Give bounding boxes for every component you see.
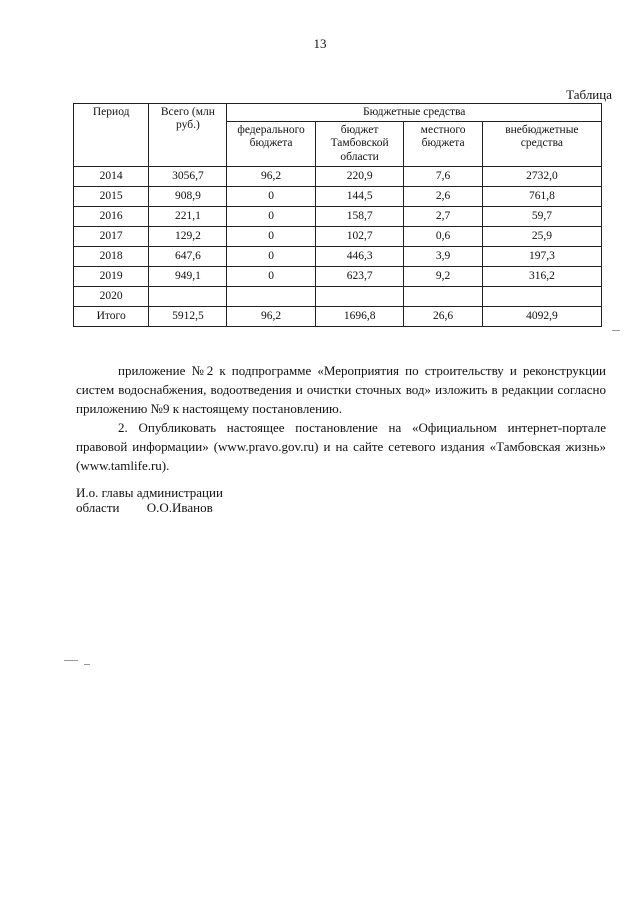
header-extrabudget: внебюджетные средства — [482, 122, 601, 167]
scan-speck — [84, 664, 90, 665]
cell-federal: 96,2 — [227, 306, 315, 326]
cell-regional — [315, 286, 404, 306]
table-row — [74, 226, 602, 246]
cell-federal: 0 — [227, 186, 315, 206]
table-header — [74, 104, 602, 167]
cell-federal: 0 — [227, 246, 315, 266]
cell-extra: 59,7 — [482, 206, 601, 226]
scan-speck — [612, 330, 620, 331]
body-text — [76, 361, 606, 475]
cell-regional: 220,9 — [315, 166, 404, 186]
header-local: местного бюджета — [404, 122, 482, 167]
cell-regional: 102,7 — [315, 226, 404, 246]
cell-period: 2014 — [74, 166, 149, 186]
cell-period: 2018 — [74, 246, 149, 266]
cell-total: 221,1 — [149, 206, 227, 226]
header-budget-group: Бюджетные средства — [227, 104, 602, 122]
cell-local — [404, 286, 482, 306]
cell-total: 129,2 — [149, 226, 227, 246]
cell-local: 7,6 — [404, 166, 482, 186]
paragraph-appendix: приложение №2 к подпрограмме «Мероприятия по строительству и реконструкции систем водоснабжения, водоотведения и очистки сточных вод» изложить в редакции согласно приложению №9 к настоящему постановлению. — [76, 363, 606, 416]
cell-local: 2,6 — [404, 186, 482, 206]
cell-federal: 0 — [227, 206, 315, 226]
cell-period: Итого — [74, 306, 149, 326]
table-row — [74, 206, 602, 226]
cell-extra: 316,2 — [482, 266, 601, 286]
cell-regional: 1696,8 — [315, 306, 404, 326]
signature-block — [76, 485, 223, 515]
table-row-total — [74, 306, 602, 326]
header-federal: федерального бюджета — [227, 122, 315, 167]
paragraph-publish: 2. Опубликовать настоящее постановление на «Официальном интернет-портале правовой информации» (www.pravo.gov.ru) и на сайте сетевого издания «Тамбовская жизнь» (www.tamlife.ru). — [76, 420, 606, 473]
cell-extra: 25,9 — [482, 226, 601, 246]
cell-total: 647,6 — [149, 246, 227, 266]
cell-federal: 0 — [227, 226, 315, 246]
scan-speck — [64, 660, 78, 661]
page-number: 13 — [313, 36, 327, 51]
cell-regional: 158,7 — [315, 206, 404, 226]
cell-local: 2,7 — [404, 206, 482, 226]
table-row — [74, 186, 602, 206]
cell-period: 2015 — [74, 186, 149, 206]
cell-extra — [482, 286, 601, 306]
table-body — [74, 166, 602, 326]
cell-period: 2019 — [74, 266, 149, 286]
table-row — [74, 166, 602, 186]
header-period: Период — [74, 104, 149, 167]
cell-extra: 761,8 — [482, 186, 601, 206]
cell-federal — [227, 286, 315, 306]
cell-regional: 446,3 — [315, 246, 404, 266]
table-caption: Таблица — [566, 87, 612, 102]
cell-total: 949,1 — [149, 266, 227, 286]
signature-name: О.О.Иванов — [146, 500, 213, 515]
header-total: Всего (млн руб.) — [149, 104, 227, 167]
cell-total — [149, 286, 227, 306]
cell-local: 26,6 — [404, 306, 482, 326]
signature-title-line2: области — [76, 500, 120, 515]
signature-title-line1: И.о. главы администрации — [76, 485, 223, 500]
table-row — [74, 266, 602, 286]
cell-local: 3,9 — [404, 246, 482, 266]
cell-federal: 0 — [227, 266, 315, 286]
cell-period: 2017 — [74, 226, 149, 246]
cell-regional: 144,5 — [315, 186, 404, 206]
cell-federal: 96,2 — [227, 166, 315, 186]
budget-table — [73, 103, 602, 327]
header-regional: бюджет Тамбовской области — [315, 122, 404, 167]
cell-total: 3056,7 — [149, 166, 227, 186]
table-row — [74, 246, 602, 266]
cell-total: 5912,5 — [149, 306, 227, 326]
cell-regional: 623,7 — [315, 266, 404, 286]
cell-period: 2016 — [74, 206, 149, 226]
table-row — [74, 286, 602, 306]
cell-local: 9,2 — [404, 266, 482, 286]
cell-period: 2020 — [74, 286, 149, 306]
cell-extra: 197,3 — [482, 246, 601, 266]
cell-extra: 2732,0 — [482, 166, 601, 186]
cell-extra: 4092,9 — [482, 306, 601, 326]
cell-total: 908,9 — [149, 186, 227, 206]
cell-local: 0,6 — [404, 226, 482, 246]
